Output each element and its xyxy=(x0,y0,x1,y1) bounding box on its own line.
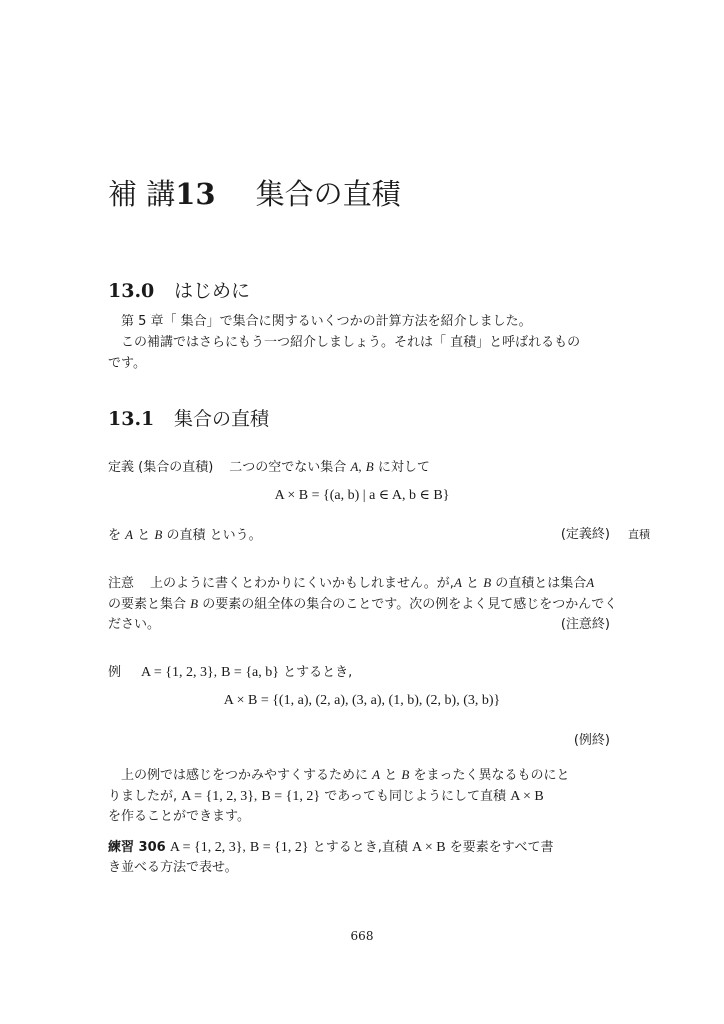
paragraph-line: を作ることができます。 xyxy=(108,809,250,824)
math-symbol: A xyxy=(350,459,359,474)
math-separator: , xyxy=(213,664,217,679)
math-separator: , xyxy=(253,788,258,803)
text: の要素と集合 xyxy=(108,597,187,612)
definition-line xyxy=(108,524,262,546)
text: と xyxy=(137,528,151,543)
text: の直積とは集合 xyxy=(495,576,587,591)
math-product: A × B xyxy=(412,840,446,855)
note-line xyxy=(108,593,617,615)
note-end-mark: (注意終) xyxy=(560,617,610,632)
definition-suffix: に対して xyxy=(377,460,430,475)
paragraph: 第 5 章「 集合」で集合に関するいくつかの計算方法を紹介しました。 xyxy=(121,314,532,329)
paragraph: です。 xyxy=(108,356,146,371)
math-product: A × B xyxy=(510,789,544,804)
math-symbol: A xyxy=(125,527,134,542)
text: の直積 という。 xyxy=(166,528,262,543)
text: をまったく異なるものにと xyxy=(413,768,570,783)
text: を xyxy=(108,528,122,543)
definition-label: 定義 (集合の直積) xyxy=(108,460,214,475)
exercise-line: き並べる方法で表せ。 xyxy=(108,860,238,875)
margin-note: 直積 xyxy=(628,528,650,541)
math-set: B = {a, b} xyxy=(221,665,279,680)
exercise-label: 練習 306 xyxy=(108,840,166,855)
example-end-mark: (例終) xyxy=(573,733,610,748)
definition-formula: A × B = {(a, b) | a ∈ A, b ∈ B} xyxy=(274,488,450,503)
math-set: B = {1, 2} xyxy=(261,789,321,804)
note-line: ださい。 xyxy=(108,617,161,632)
math-set: B = {1, 2} xyxy=(249,840,309,855)
chapter-title: 集合の直積 xyxy=(255,177,401,211)
example-label: 例 xyxy=(108,665,122,680)
section-title: はじめに xyxy=(174,280,251,302)
chapter-label: 補 講 xyxy=(108,177,176,211)
text: とするとき,直積 xyxy=(312,840,408,855)
math-symbol: A xyxy=(372,767,381,782)
text: の要素の組全体の集合のことです。次の例をよく見て感じをつかんでく xyxy=(202,597,618,612)
chapter-number: 13 xyxy=(175,177,216,211)
math-symbol: B xyxy=(401,767,410,782)
math-symbol: B xyxy=(190,596,199,611)
math-symbol: A xyxy=(586,575,595,590)
exercise-line xyxy=(108,836,553,858)
paragraph: この補講ではさらにもう一つ紹介しましょう。それは「 直積」と呼ばれるもの xyxy=(121,335,581,350)
math-symbol: A xyxy=(453,575,462,590)
math-separator: , xyxy=(358,459,362,474)
math-separator: , xyxy=(242,839,246,854)
section-heading-13-1 xyxy=(108,406,269,432)
example-formula: A × B = {(1, a), (2, a), (3, a), (1, b), (2, b), (3, b)} xyxy=(223,693,501,708)
chapter-heading xyxy=(108,174,401,214)
text: 上の例では感じをつかみやすくするために xyxy=(121,768,369,783)
section-number: 13.1 xyxy=(108,408,155,430)
text: とするとき, xyxy=(283,665,353,680)
page-number: 668 xyxy=(350,929,374,943)
math-set: A = {1, 2, 3} xyxy=(141,665,214,680)
section-heading-13-0 xyxy=(108,278,250,304)
math-set: A = {1, 2, 3} xyxy=(181,789,254,804)
section-number: 13.0 xyxy=(108,280,155,302)
text: と xyxy=(466,576,480,591)
note-line xyxy=(108,572,594,594)
text: 上のように書くとわかりにくいかもしれません。が, xyxy=(150,576,454,591)
math-symbol: B xyxy=(154,527,163,542)
definition-intro: 二つの空でない集合 xyxy=(229,460,347,475)
text: であっても同じようにして直積 xyxy=(324,789,507,804)
text: を要素をすべて書 xyxy=(449,840,554,855)
definition-end-mark: (定義終) xyxy=(560,527,610,542)
paragraph-line xyxy=(108,785,544,807)
note-label: 注意 xyxy=(108,576,135,591)
math-symbol: B xyxy=(365,459,374,474)
text: りましたが, xyxy=(108,789,178,804)
definition-line xyxy=(108,456,430,478)
section-title: 集合の直積 xyxy=(174,408,270,430)
example-line xyxy=(108,661,352,683)
paragraph-line xyxy=(121,764,570,786)
text: と xyxy=(384,768,398,783)
math-symbol: B xyxy=(483,575,492,590)
math-set: A = {1, 2, 3} xyxy=(169,840,243,855)
